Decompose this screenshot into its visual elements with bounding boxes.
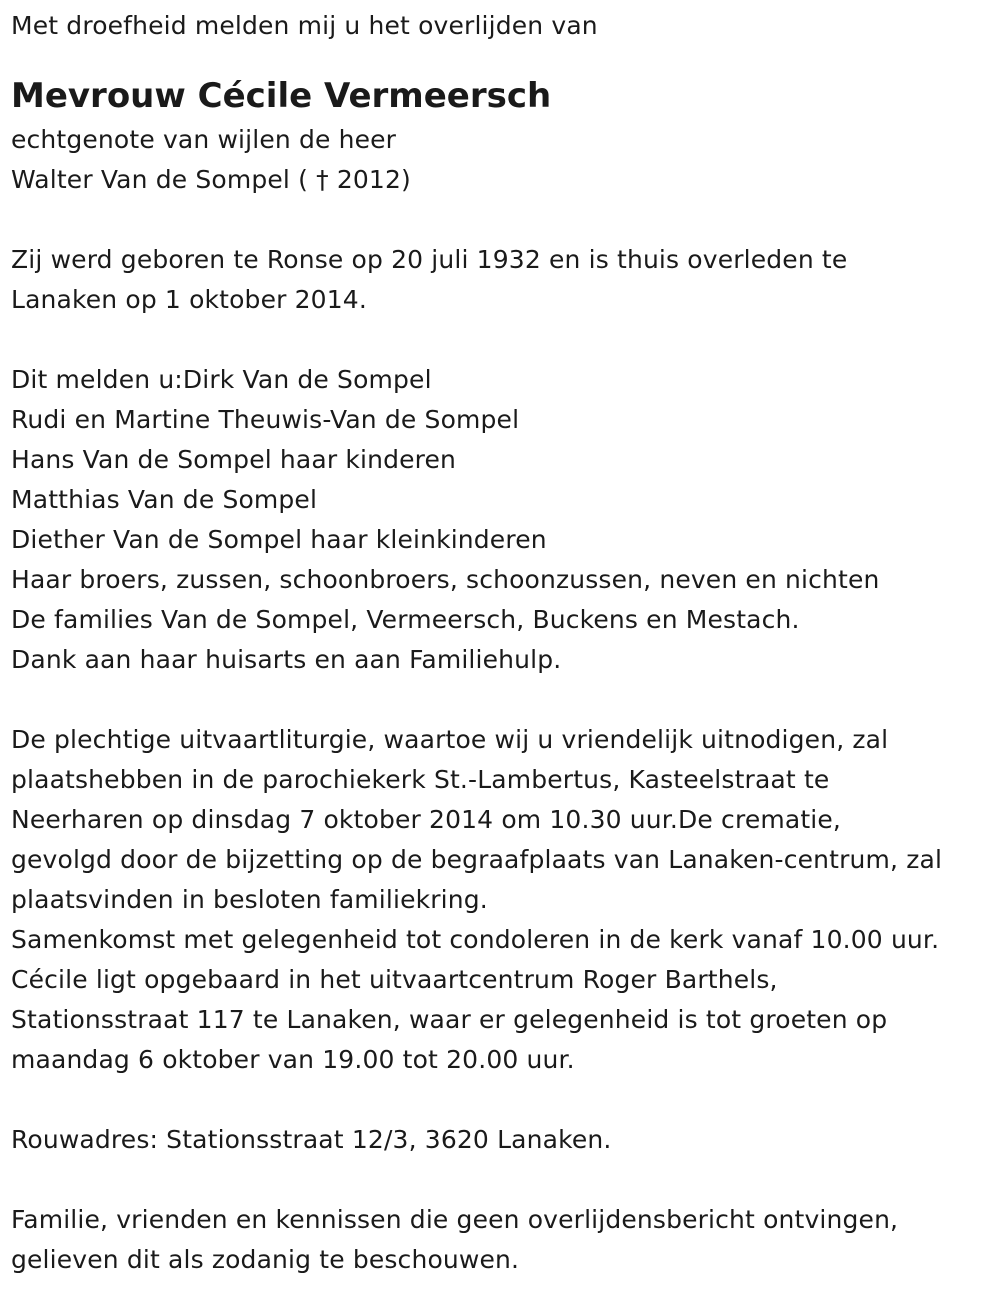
- text-line: Samenkomst met gelegenheid tot condoleren in de kerk vanaf 10.00 uur.: [11, 925, 940, 954]
- text-line: Lanaken op 1 oktober 2014.: [11, 285, 367, 314]
- closing-paragraph: [11, 1200, 1000, 1280]
- text-line: gevolgd door de bijzetting op de begraafplaats van Lanaken-centrum, zal: [11, 845, 943, 874]
- birth-death-paragraph: [11, 240, 1000, 320]
- ceremony-paragraph: [11, 720, 1000, 1080]
- text-line: Familie, vrienden en kennissen die geen overlijdensbericht ontvingen,: [11, 1205, 899, 1234]
- spouse-line-2: Walter Van de Sompel ( † 2012): [11, 165, 411, 194]
- text-line: gelieven dit als zodanig te beschouwen.: [11, 1245, 520, 1274]
- text-line: maandag 6 oktober van 19.00 tot 20.00 uur.: [11, 1045, 575, 1074]
- intro-text: Met droefheid melden mij u het overlijden van: [11, 11, 598, 40]
- text-line: De plechtige uitvaartliturgie, waartoe wij u vriendelijk uitnodigen, zal: [11, 725, 889, 754]
- text-line: Neerharen op dinsdag 7 oktober 2014 om 10.30 uur.De crematie,: [11, 805, 841, 834]
- paragraph-spacer: [11, 200, 1000, 240]
- spouse-line-1: echtgenote van wijlen de heer: [11, 125, 397, 154]
- text-line: Stationsstraat 117 te Lanaken, waar er gelegenheid is tot groeten op: [11, 1005, 888, 1034]
- text-line: Dit melden u:Dirk Van de Sompel: [11, 365, 432, 394]
- text-line: De families Van de Sompel, Vermeersch, Buckens en Mestach.: [11, 605, 800, 634]
- text-line: Rudi en Martine Theuwis-Van de Sompel: [11, 405, 520, 434]
- text-line: Hans Van de Sompel haar kinderen: [11, 445, 457, 474]
- text-line: plaatshebben in de parochiekerk St.-Lambertus, Kasteelstraat te: [11, 765, 830, 794]
- text-line: Cécile ligt opgebaard in het uitvaartcentrum Roger Barthels,: [11, 965, 778, 994]
- text-line: Haar broers, zussen, schoonbroers, schoonzussen, neven en nichten: [11, 565, 880, 594]
- announcers-paragraph: [11, 360, 1000, 680]
- text-line: Zij werd geboren te Ronse op 20 juli 1932 en is thuis overleden te: [11, 245, 848, 274]
- paragraph-spacer: [11, 1160, 1000, 1200]
- text-line: Diether Van de Sompel haar kleinkinderen: [11, 525, 547, 554]
- text-line: Matthias Van de Sompel: [11, 485, 318, 514]
- paragraph-spacer: [11, 320, 1000, 360]
- text-line: plaatsvinden in besloten familiekring.: [11, 885, 488, 914]
- paragraph-spacer: [11, 1080, 1000, 1120]
- deceased-name: Mevrouw Cécile Vermeersch: [11, 76, 552, 116]
- text-line: Dank aan haar huisarts en aan Familiehulp.: [11, 645, 562, 674]
- paragraph-spacer: [11, 680, 1000, 720]
- mourning-address: Rouwadres: Stationsstraat 12/3, 3620 Lanaken.: [11, 1125, 612, 1154]
